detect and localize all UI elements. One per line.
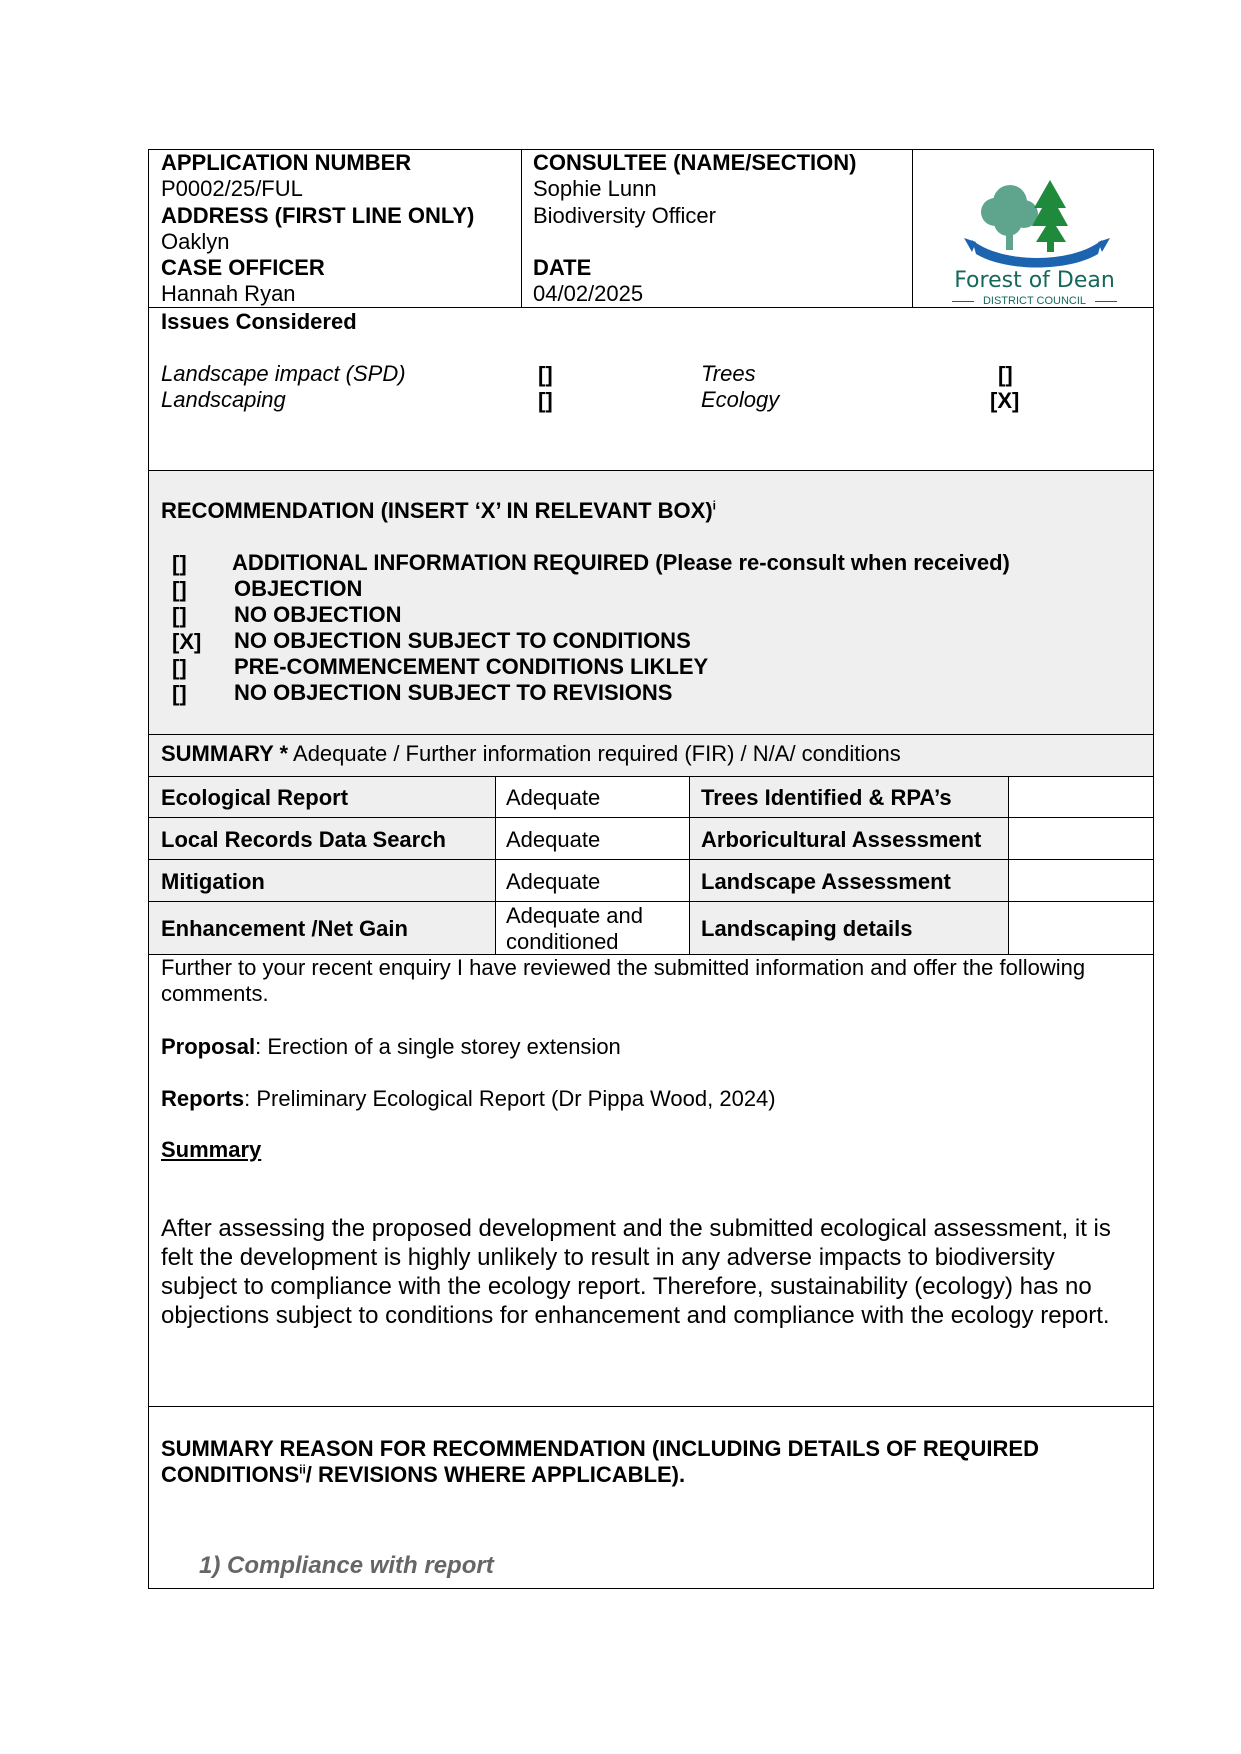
reason-heading-line1: SUMMARY REASON FOR RECOMMENDATION (INCLUDING DETAILS OF REQUIRED <box>161 1436 1039 1461</box>
recommendation-option-3: NO OBJECTION <box>234 602 402 627</box>
summary-subheading: Summary <box>161 1137 262 1162</box>
address-label: ADDRESS (FIRST LINE ONLY) <box>161 203 475 228</box>
case-officer-label: CASE OFFICER <box>161 255 325 280</box>
summary-row-4-right-label: Landscaping details <box>701 916 913 941</box>
case-officer: Hannah Ryan <box>161 281 296 306</box>
issue-ecology-mark: [X] <box>990 388 1020 413</box>
summary-row-4-label: Enhancement /Net Gain <box>161 916 408 941</box>
recommendation-option-5: PRE-COMMENCEMENT CONDITIONS LIKLEY <box>234 654 709 679</box>
issue-ecology: Ecology <box>701 387 780 412</box>
recommendation-mark-6: [] <box>172 681 187 706</box>
council-logo <box>932 168 1137 316</box>
consultee-name: Sophie Lunn <box>533 176 657 201</box>
summary-row-4-value-line2: conditioned <box>506 929 619 954</box>
recommendation-mark-4: [X] <box>172 629 202 654</box>
comments-intro-line2: comments. <box>161 981 269 1006</box>
logo-name: Forest of Dean <box>954 268 1115 293</box>
summary-row-1-right-label: Trees Identified & RPA’s <box>701 785 952 810</box>
address: Oaklyn <box>161 229 230 254</box>
summary-paragraph-line3: subject to compliance with the ecology report. Therefore, sustainability (ecology) has no <box>161 1273 1092 1300</box>
application-number: P0002/25/FUL <box>161 176 303 201</box>
consultee-section: Biodiversity Officer <box>533 203 716 228</box>
summary-row-1-value: Adequate <box>506 785 601 810</box>
summary-row-3-right-label: Landscape Assessment <box>701 869 951 894</box>
summary-row-2-right-label: Arboricultural Assessment <box>701 827 982 852</box>
recommendation-option-1: ADDITIONAL INFORMATION REQUIRED (Please re-consult when received) <box>232 550 1010 575</box>
reason-item-1: 1) Compliance with report <box>199 1552 494 1579</box>
logo-sub: DISTRICT COUNCIL <box>932 295 1137 307</box>
summary-heading: SUMMARY * Adequate / Further information required (FIR) / N/A/ conditions <box>161 741 901 766</box>
recommendation-title: RECOMMENDATION (INSERT ‘X’ IN RELEVANT BOX)$^i$ <box>161 498 716 523</box>
proposal-line: Proposal: Erection of a single storey extension <box>161 1034 621 1059</box>
summary-row-1-label: Ecological Report <box>161 785 349 810</box>
recommendation-mark-1: [] <box>172 551 187 576</box>
consultee-label: CONSULTEE (NAME/SECTION) <box>533 150 857 175</box>
summary-paragraph-line2: felt the development is highly unlikely to result in any adverse impacts to biodiversity <box>161 1244 1055 1271</box>
summary-row-3-value: Adequate <box>506 869 601 894</box>
recommendation-mark-5: [] <box>172 655 187 680</box>
summary-paragraph-line4: objections subject to conditions for enhancement and compliance with the ecology report. <box>161 1302 1110 1329</box>
issue-landscaping-mark: [] <box>538 388 553 413</box>
issue-trees-mark: [] <box>998 362 1013 387</box>
summary-row-4-value-line1: Adequate and <box>506 903 644 928</box>
recommendation-mark-2: [] <box>172 577 187 602</box>
summary-row-2-value: Adequate <box>506 827 601 852</box>
issues-title: Issues Considered <box>161 309 357 334</box>
issue-landscaping: Landscaping <box>161 387 286 412</box>
tree-logo-icon <box>932 168 1137 268</box>
application-number-label: APPLICATION NUMBER <box>161 150 412 175</box>
issue-landscape-impact: Landscape impact (SPD) <box>161 361 406 386</box>
recommendation-mark-3: [] <box>172 603 187 628</box>
comments-section <box>148 954 1154 1407</box>
date: 04/02/2025 <box>533 281 644 306</box>
recommendation-option-4: NO OBJECTION SUBJECT TO CONDITIONS <box>234 628 691 653</box>
summary-paragraph-line1: After assessing the proposed development and the submitted ecological assessment, it is <box>161 1215 1111 1242</box>
issue-trees: Trees <box>701 361 756 386</box>
recommendation-option-2: OBJECTION <box>234 576 363 601</box>
summary-row-3-label: Mitigation <box>161 869 265 894</box>
comments-intro-line1: Further to your recent enquiry I have reviewed the submitted information and offer the following <box>161 955 1086 980</box>
date-label: DATE <box>533 255 592 280</box>
reason-heading-line2: CONDITIONS$^{ii}$/ REVISIONS WHERE APPLICABLE). <box>161 1462 686 1487</box>
reports-line: Reports: Preliminary Ecological Report (Dr Pippa Wood, 2024) <box>161 1086 776 1111</box>
recommendation-option-6: NO OBJECTION SUBJECT TO REVISIONS <box>234 680 673 705</box>
issue-landscape-impact-mark: [] <box>538 362 553 387</box>
summary-row-2-label: Local Records Data Search <box>161 827 446 852</box>
